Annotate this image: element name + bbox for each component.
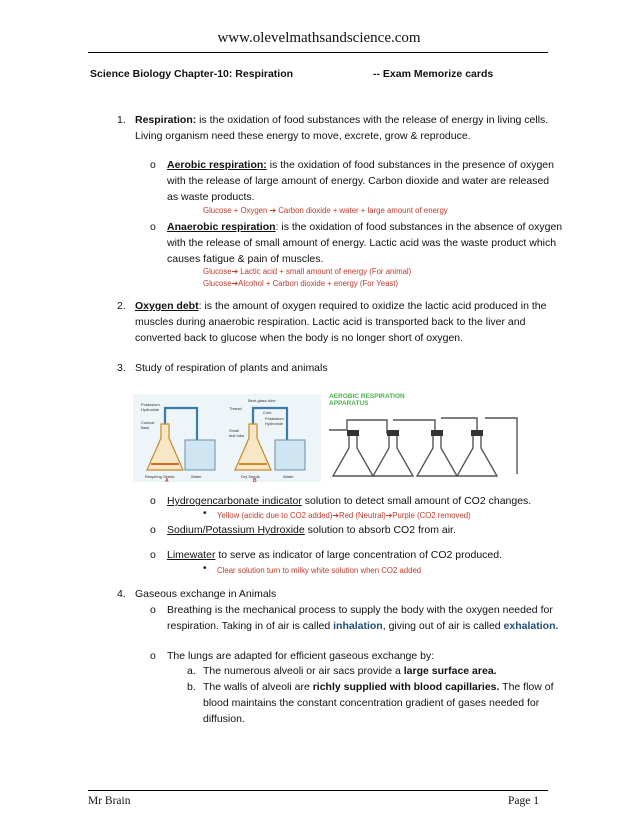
breathing-text-a: respiration. Taking in of air is called (167, 620, 334, 632)
breathing-line-2 (167, 618, 558, 634)
apparatus-stopper-3 (431, 430, 443, 436)
anaerobic-line-3: causes fatigue & pain of muscles. (167, 253, 324, 265)
anaerobic-line-2: with the release of small amount of energy. Lactic acid was the waste product which (167, 237, 557, 249)
label-water-right: Water (283, 474, 294, 479)
water-beaker-right (275, 440, 305, 470)
label-koh-right: Potassium (265, 416, 284, 421)
point-b-bold: richly supplied with blood capillaries. (312, 681, 500, 693)
apparatus-flask-3 (417, 434, 457, 476)
apparatus-stopper-2 (387, 430, 399, 436)
section-4-title: Gaseous exchange in Animals (135, 588, 277, 600)
label-koh-right-2: Hydroxide (265, 421, 284, 426)
footer-page-number: Page 1 (508, 795, 539, 807)
apparatus-tube-2 (393, 420, 435, 434)
respiration-term: Respiration: (135, 114, 197, 126)
hydroxide-desc: solution to absorb CO2 from air. (304, 524, 456, 536)
exam-cards-label: -- Exam Memorize cards (373, 68, 494, 80)
label-koh-left-2: Hydroxide (141, 407, 160, 412)
anaerobic-marker: o (150, 221, 156, 233)
oxygen-debt-term: Oxygen debt (135, 300, 199, 312)
exhalation-term: exhalation. (503, 620, 559, 632)
header-rule (88, 52, 548, 53)
chapter-title: Science Biology Chapter-10: Respiration (90, 68, 294, 80)
point-b-line-2: blood maintains the constant concentration gradient of gases needed for (203, 697, 540, 709)
apparatus-stopper-4 (471, 430, 483, 436)
hydroxide-term: Sodium/Potassium Hydroxide (167, 524, 305, 536)
footer-author: Mr Brain (88, 795, 131, 807)
item-3-text (167, 547, 502, 563)
respiration-def: is the oxidation of food substances with the release of energy in living cells. (196, 114, 549, 126)
apparatus-flask-1 (333, 434, 373, 476)
item-1-text (167, 493, 531, 509)
footer-rule (88, 790, 548, 791)
lungs-marker: o (150, 650, 156, 662)
point-a-plain: The numerous alveoli or air sacs provide a (203, 665, 404, 677)
aerobic-apparatus-figure (327, 390, 525, 482)
aerobic-equation: Glucose + Oxygen ➔ Carbon dioxide + water + large amount of energy (203, 206, 448, 215)
apparatus-title-1: AEROBIC RESPIRATION (329, 393, 405, 400)
label-respiring-seeds: Respiring Seeds (145, 474, 175, 479)
breathing-line-1: Breathing is the mechanical process to supply the body with the oxygen needed for (167, 604, 553, 616)
aerobic-line-3: as waste products. (167, 191, 255, 203)
label-water-left: Water (191, 474, 202, 479)
apparatus-tube-4 (485, 418, 517, 474)
aerobic-marker: o (150, 159, 156, 171)
section-1-line-2: Living organism need these energy to move, excrete, grow & reproduce. (135, 130, 471, 142)
seed-respiration-figure (133, 394, 321, 482)
website-header: www.olevelmathsandscience.com (217, 30, 421, 46)
section-1-number: 1. (117, 114, 126, 126)
section-2-line-1 (135, 298, 546, 314)
item-2-marker: o (150, 524, 156, 536)
label-flask: flask (141, 425, 150, 430)
anaerobic-def: : is the oxidation of food substances in the absence of oxygen (275, 221, 563, 233)
label-a: A (165, 478, 169, 482)
label-conical: Conical (141, 420, 155, 425)
point-a-bold: large surface area. (403, 665, 497, 677)
point-a-label: a. (187, 665, 196, 677)
anaerobic-equation-yeast: Glucose➔Alcohol + Carbon dioxide + energy (For Yeast) (203, 279, 399, 288)
anaerobic-line-1 (167, 219, 562, 235)
label-bent-tube: Bent glass tube (248, 398, 276, 403)
section-2-line-2: muscles during anaerobic respiration. Lactic acid is transported back to the liver and (135, 316, 526, 328)
section-3-title: Study of respiration of plants and animals (135, 362, 328, 374)
label-thread: Thread (229, 406, 242, 411)
oxygen-debt-def: : is the amount of oxygen required to oxidize the lactic acid produced in the (198, 300, 547, 312)
breathing-marker: o (150, 604, 156, 616)
point-b-label: b. (187, 681, 196, 693)
label-dry-seeds: Dry Seeds (241, 474, 260, 479)
point-b-plain: The walls of alveoli are (203, 681, 313, 693)
apparatus-flask-2 (373, 434, 413, 476)
aerobic-def: is the oxidation of food substances in the presence of oxygen (266, 159, 554, 171)
item-2-text (167, 522, 456, 538)
section-1-line-1 (135, 112, 548, 128)
item-3-marker: o (150, 549, 156, 561)
section-3-number: 3. (117, 362, 126, 374)
aerobic-term: Aerobic respiration: (167, 159, 267, 171)
anaerobic-equation-animal: Glucose➔ Lactic acid + small amount of energy (For animal) (203, 267, 412, 276)
apparatus-stopper-1 (347, 430, 359, 436)
limewater-term: Limewater (167, 549, 216, 561)
water-beaker-left (185, 440, 215, 470)
indicator-colour-change: Yellow (acidic due to CO2 added)➔Red (Neutral)➔Purple (CO2 removed) (217, 511, 471, 520)
hydrogencarbonate-term: Hydrogencarbonate indicator (167, 495, 302, 507)
aerobic-line-2: with the release of large amount of energy. Carbon dioxide and water are released (167, 175, 550, 187)
label-koh-left: Potassium (141, 402, 160, 407)
point-b-line-3: diffusion. (203, 713, 245, 725)
bullet-2-symbol: • (203, 563, 207, 574)
limewater-result: Clear solution turn to milky white solution when CO2 added (217, 566, 422, 575)
section-4-number: 4. (117, 588, 126, 600)
point-b-plain-2: The flow of (499, 681, 554, 693)
label-small: Small (229, 428, 240, 433)
bullet-1-symbol: • (203, 508, 207, 519)
point-a-text (203, 663, 497, 679)
hydrogencarbonate-desc: solution to detect small amount of CO2 changes. (301, 495, 532, 507)
lungs-intro: The lungs are adapted for efficient gaseous exchange by: (167, 650, 435, 662)
inhalation-term: inhalation (333, 620, 383, 632)
breathing-text-b: , giving out of air is called (382, 620, 504, 632)
label-b: B (253, 478, 257, 482)
section-2-line-3: converted back to glucose when the body is no longer short of oxygen. (135, 332, 464, 344)
point-b-text (203, 679, 554, 695)
limewater-desc: to serve as indicator of large concentration of CO2 produced. (215, 549, 503, 561)
aerobic-line-1 (167, 157, 554, 173)
label-cork: Cork (263, 410, 272, 415)
item-1-marker: o (150, 495, 156, 507)
anaerobic-term: Anaerobic respiration (167, 221, 276, 233)
apparatus-title-2: APPARATUS (329, 400, 369, 407)
label-test-tube: test tube (229, 433, 245, 438)
section-2-number: 2. (117, 300, 126, 312)
apparatus-flask-4 (457, 434, 497, 476)
